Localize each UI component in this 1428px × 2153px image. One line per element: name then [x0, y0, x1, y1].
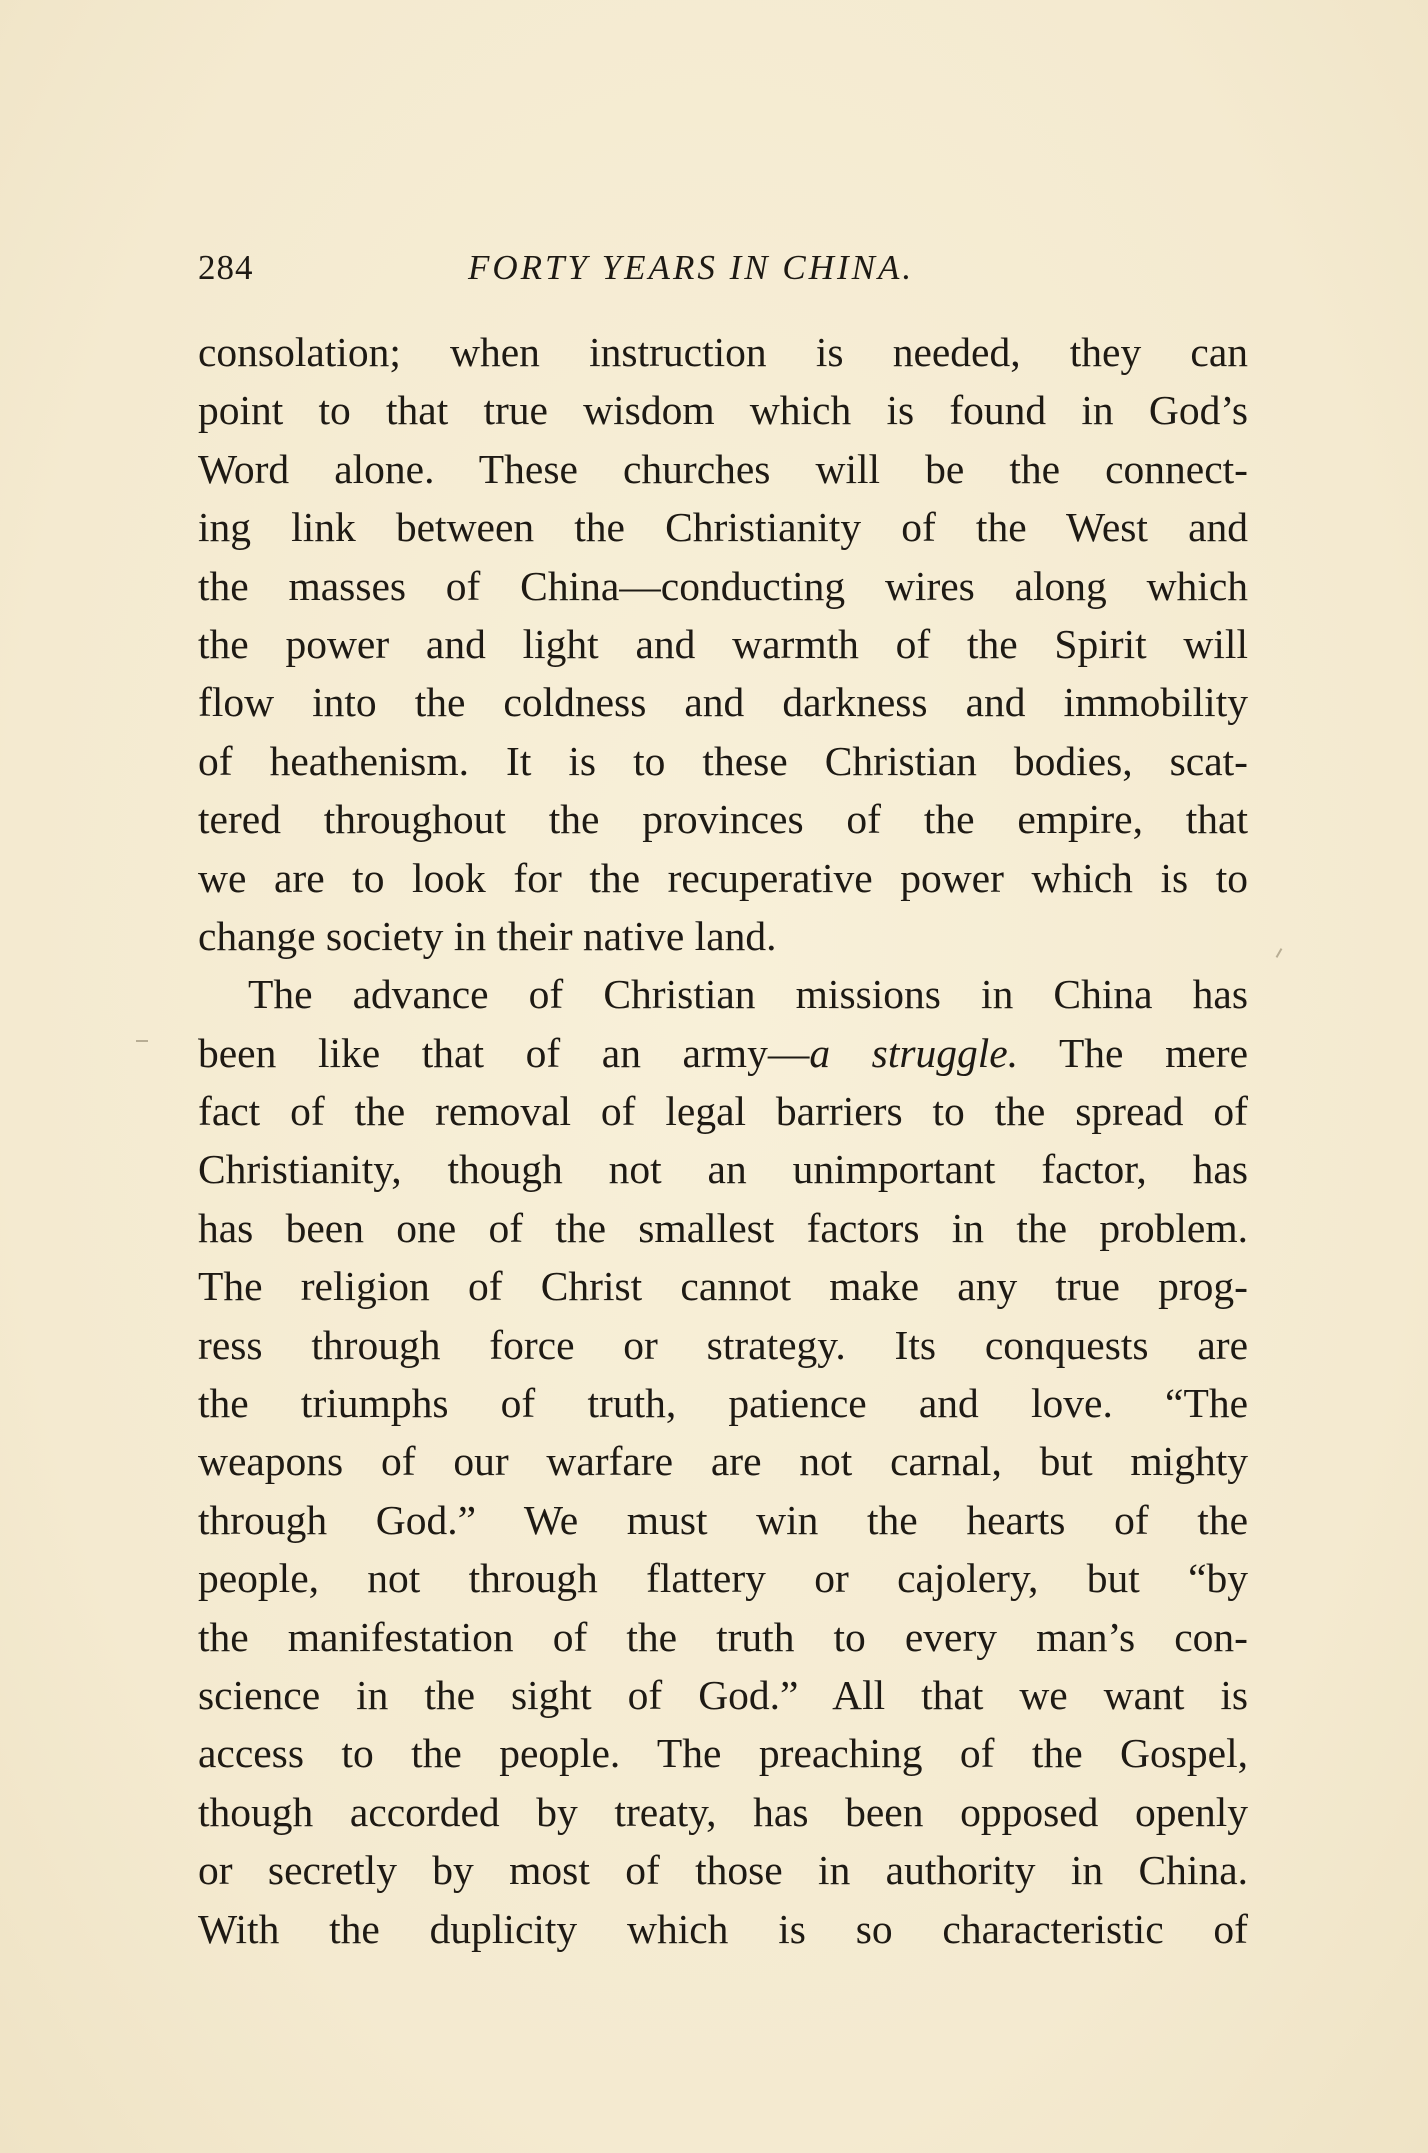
text-line: fact of the removal of legal barriers to the spread of — [198, 1088, 1248, 1135]
text-line: The advance of Christian missions in China has — [248, 971, 1248, 1018]
text-line: flow into the coldness and darkness and immobility — [198, 679, 1248, 726]
text-line: of heathenism. It is to these Christian bodies, scat- — [198, 737, 1248, 784]
text-line-italic-phrase — [198, 1024, 1248, 1082]
page-header — [198, 248, 1248, 298]
text-line: consolation; when instruction is needed, they can — [198, 329, 1248, 375]
text-line: change society in their native land. — [198, 912, 777, 959]
text-line: point to that true wisdom which is found in God’s — [198, 387, 1248, 434]
page-number: 284 — [198, 248, 254, 287]
text-line: ress through force or strategy. Its conquests are — [198, 1321, 1248, 1368]
italic-phrase: a struggle. — [809, 1029, 1019, 1076]
text-line: science in the sight of God.” All that we want is — [198, 1671, 1248, 1718]
text-line: the masses of China—conducting wires along which — [198, 562, 1248, 609]
running-title: FORTY YEARS IN CHINA. — [468, 248, 915, 287]
text-line: the triumphs of truth, patience and love. “The — [198, 1380, 1248, 1427]
text-line: access to the people. The preaching of the Gospel, — [198, 1730, 1248, 1777]
text-line: With the duplicity which is so characteristic of — [198, 1905, 1248, 1952]
text-line: the power and light and warmth of the Spirit will — [198, 620, 1248, 667]
text-line: people, not through flattery or cajolery, but “by — [198, 1555, 1248, 1602]
text-run: been like that of an army— — [198, 1029, 810, 1076]
text-line: Christianity, though not an unimportant factor, has — [198, 1146, 1248, 1193]
margin-mark — [1276, 948, 1283, 958]
text-line: the manifestation of the truth to every man’s con- — [198, 1613, 1248, 1660]
text-line: Word alone. These churches will be the connect- — [198, 445, 1248, 492]
text-line: has been one of the smallest factors in the problem. — [198, 1204, 1248, 1251]
text-line: ing link between the Christianity of the West and — [198, 504, 1248, 551]
body-text — [198, 323, 1248, 1958]
text-line: or secretly by most of those in authority in China. — [198, 1847, 1248, 1894]
text-line: weapons of our warfare are not carnal, but mighty — [198, 1438, 1248, 1485]
text-line: though accorded by treaty, has been opposed openly — [198, 1788, 1248, 1835]
margin-mark — [136, 1040, 148, 1042]
text-run: The mere — [1018, 1029, 1249, 1076]
text-line: The religion of Christ cannot make any true prog- — [198, 1263, 1248, 1310]
text-line: we are to look for the recuperative power which is to — [198, 854, 1248, 901]
text-line: tered throughout the provinces of the empire, that — [198, 796, 1248, 843]
text-line: through God.” We must win the hearts of the — [198, 1496, 1248, 1543]
